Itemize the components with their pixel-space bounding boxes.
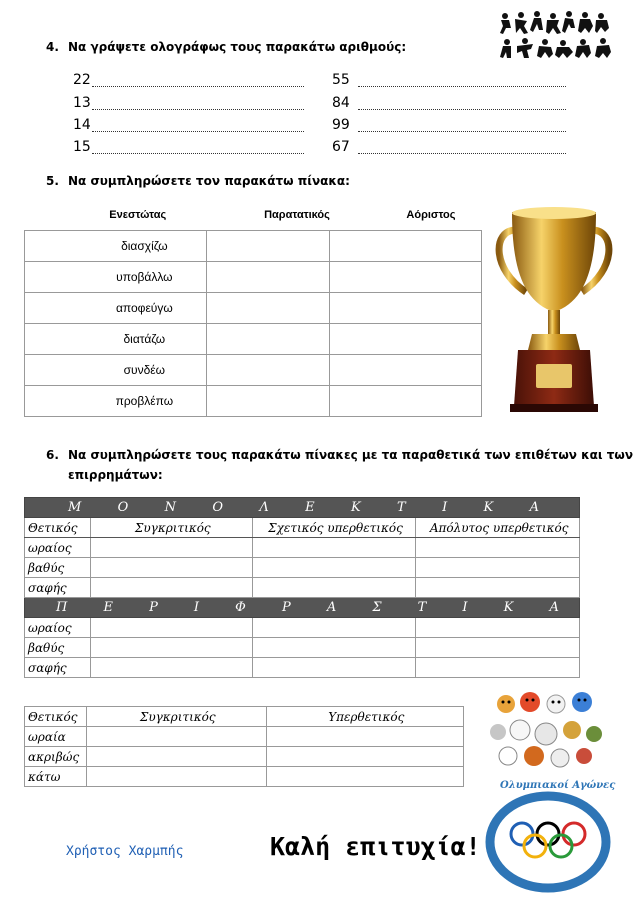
band-letter: Ι bbox=[442, 500, 448, 515]
q4-title-text: Να γράψετε ολογράφως τους παρακάτω αριθμούς: bbox=[68, 40, 407, 54]
answer-cell[interactable] bbox=[252, 578, 416, 598]
q7-row bbox=[25, 727, 464, 747]
q5-title-text: Να συμπληρώσετε τον παρακάτω πίνακα: bbox=[68, 174, 350, 188]
number-row bbox=[73, 117, 91, 135]
word-cell: ακριβώς bbox=[25, 747, 87, 767]
answer-line[interactable] bbox=[358, 97, 566, 110]
answer-line[interactable] bbox=[92, 119, 304, 132]
answer-cell[interactable] bbox=[252, 658, 416, 678]
q7-header-row bbox=[25, 707, 464, 727]
band-letter: Ι bbox=[193, 600, 200, 615]
aorist-cell[interactable] bbox=[330, 386, 482, 417]
number-row bbox=[73, 72, 91, 90]
q5-row bbox=[25, 231, 482, 262]
verb: προβλέπω bbox=[115, 394, 174, 408]
answer-line[interactable] bbox=[358, 119, 566, 132]
adjective-cell: ωραίος bbox=[25, 538, 91, 558]
band-letter: Ε bbox=[103, 600, 113, 615]
band-letter: Ρ bbox=[149, 600, 158, 615]
number-84: 84 bbox=[332, 95, 350, 111]
band-letters bbox=[28, 600, 579, 615]
answer-line[interactable] bbox=[92, 141, 304, 154]
answer-cell[interactable] bbox=[252, 618, 416, 638]
q6-header-row bbox=[25, 518, 580, 538]
answer-cell[interactable] bbox=[90, 538, 252, 558]
number-67: 67 bbox=[332, 139, 350, 155]
verb: διατάζω bbox=[123, 332, 166, 346]
adjective-cell: βαθύς bbox=[25, 638, 91, 658]
q7-row bbox=[25, 767, 464, 787]
band-letter: Α bbox=[326, 600, 337, 615]
band-letter: Κ bbox=[350, 500, 361, 515]
band-monolektika bbox=[25, 498, 580, 518]
band-letter: Φ bbox=[235, 600, 246, 615]
header-imperfect: Παρατατικός bbox=[264, 209, 330, 221]
answer-cell[interactable] bbox=[90, 618, 252, 638]
answer-cell[interactable] bbox=[90, 558, 252, 578]
q5-table bbox=[24, 200, 482, 417]
word-cell: ωραία bbox=[25, 727, 87, 747]
answer-cell[interactable] bbox=[86, 747, 266, 767]
answer-cell[interactable] bbox=[266, 767, 463, 787]
q5-title bbox=[46, 174, 350, 188]
answer-line[interactable] bbox=[92, 97, 304, 110]
band-letter: Ο bbox=[212, 500, 224, 515]
verb: υποβάλλω bbox=[116, 270, 173, 284]
imperfect-cell[interactable] bbox=[206, 355, 330, 386]
band-letter: Λ bbox=[259, 500, 269, 515]
q6-row bbox=[25, 618, 580, 638]
answer-cell[interactable] bbox=[416, 618, 580, 638]
imperfect-cell[interactable] bbox=[206, 231, 330, 262]
number-row bbox=[332, 95, 350, 113]
band-letter: Κ bbox=[503, 600, 514, 615]
verb: συνδέω bbox=[123, 363, 166, 377]
author-name: Χρήστος Χαρμπής bbox=[66, 844, 184, 859]
header-positive: Θετικός bbox=[25, 518, 91, 538]
band-letters bbox=[28, 500, 579, 515]
band-letter: Ι bbox=[462, 600, 468, 615]
olympic-caption: Ολυμπιακοί Αγώνες bbox=[500, 780, 616, 791]
q5-number: 5. bbox=[46, 174, 59, 188]
band-letter: Μ bbox=[68, 500, 82, 515]
answer-cell[interactable] bbox=[90, 578, 252, 598]
band-letter: Ε bbox=[305, 500, 315, 515]
band-cell bbox=[25, 598, 580, 618]
adjective-cell: σαφής bbox=[25, 578, 91, 598]
q5-row bbox=[25, 324, 482, 355]
answer-cell[interactable] bbox=[266, 747, 463, 767]
band-letter: Τ bbox=[397, 500, 406, 515]
aorist-cell[interactable] bbox=[330, 355, 482, 386]
band-perifrastika bbox=[25, 598, 580, 618]
word-cell: κάτω bbox=[25, 767, 87, 787]
answer-cell[interactable] bbox=[252, 538, 416, 558]
imperfect-cell[interactable] bbox=[206, 324, 330, 355]
verb: αποφεύγω bbox=[115, 301, 173, 315]
aorist-cell[interactable] bbox=[330, 262, 482, 293]
number-55: 55 bbox=[332, 72, 350, 88]
header-relative-superlative: Σχετικός υπερθετικός bbox=[252, 518, 416, 538]
number-22: 22 bbox=[73, 72, 91, 88]
verb: διασχίζω bbox=[121, 239, 168, 253]
q5-header-row bbox=[25, 200, 482, 231]
answer-line[interactable] bbox=[358, 74, 566, 87]
answer-cell[interactable] bbox=[86, 767, 266, 787]
number-row bbox=[332, 117, 350, 135]
q6-row bbox=[25, 578, 580, 598]
trophy-illustration bbox=[488, 200, 620, 416]
q6-number: 6. bbox=[46, 448, 59, 462]
q6-row bbox=[25, 538, 580, 558]
q5-row bbox=[25, 262, 482, 293]
q6-title-line1: Να συμπληρώσετε τους παρακάτω πίνακες με τα παραθετικά των επιθέτων και των bbox=[68, 448, 633, 462]
number-row bbox=[73, 139, 91, 157]
verb-cell bbox=[25, 231, 207, 262]
header-aorist: Αόριστος bbox=[406, 209, 456, 221]
header-comparative: Συγκριτικός bbox=[86, 707, 266, 727]
band-letter: Σ bbox=[372, 600, 382, 615]
header-superlative: Υπερθετικός bbox=[266, 707, 463, 727]
sports-balls-illustration bbox=[484, 690, 610, 770]
answer-cell[interactable] bbox=[416, 658, 580, 678]
verb-cell bbox=[25, 293, 207, 324]
q6-row bbox=[25, 638, 580, 658]
answer-cell[interactable] bbox=[416, 538, 580, 558]
header-absolute-superlative: Απόλυτος υπερθετικός bbox=[416, 518, 580, 538]
aorist-cell[interactable] bbox=[330, 231, 482, 262]
answer-cell[interactable] bbox=[90, 638, 252, 658]
band-letter: Π bbox=[56, 600, 68, 615]
answer-line[interactable] bbox=[92, 74, 304, 87]
answer-cell[interactable] bbox=[252, 558, 416, 578]
band-letter: Ο bbox=[117, 500, 129, 515]
adjective-cell: σαφής bbox=[25, 658, 91, 678]
number-14: 14 bbox=[73, 117, 91, 133]
answer-cell[interactable] bbox=[86, 727, 266, 747]
band-letter: Ρ bbox=[281, 600, 291, 615]
q5-row bbox=[25, 355, 482, 386]
imperfect-cell[interactable] bbox=[206, 386, 330, 417]
number-13: 13 bbox=[73, 95, 91, 111]
adjective-cell: βαθύς bbox=[25, 558, 91, 578]
header-comparative: Συγκριτικός bbox=[90, 518, 252, 538]
answer-cell[interactable] bbox=[416, 558, 580, 578]
answer-cell[interactable] bbox=[252, 638, 416, 658]
number-row bbox=[332, 139, 350, 157]
q6-title bbox=[46, 448, 633, 462]
athletes-illustration bbox=[497, 8, 617, 60]
header-present: Ενεστώτας bbox=[109, 209, 167, 221]
verb-cell bbox=[25, 386, 207, 417]
answer-cell[interactable] bbox=[90, 658, 252, 678]
band-letter: Τ bbox=[417, 600, 427, 615]
q6-title-line2: επιρρημάτων: bbox=[68, 468, 163, 482]
olympic-rings-emblem bbox=[484, 790, 612, 894]
aorist-cell[interactable] bbox=[330, 293, 482, 324]
number-row bbox=[332, 72, 350, 90]
q6-table bbox=[24, 497, 580, 678]
q5-row bbox=[25, 293, 482, 324]
q7-table bbox=[24, 706, 464, 787]
band-letter: Κ bbox=[483, 500, 494, 515]
verb-cell bbox=[25, 324, 207, 355]
answer-cell[interactable] bbox=[266, 727, 463, 747]
answer-cell[interactable] bbox=[416, 638, 580, 658]
number-row bbox=[73, 95, 91, 113]
aorist-cell[interactable] bbox=[330, 324, 482, 355]
q6-row bbox=[25, 658, 580, 678]
q6-row bbox=[25, 558, 580, 578]
verb-cell bbox=[25, 355, 207, 386]
imperfect-cell[interactable] bbox=[206, 262, 330, 293]
q4-number: 4. bbox=[46, 40, 59, 54]
good-luck-text: Καλή επιτυχία! bbox=[270, 832, 481, 861]
band-letter: Α bbox=[529, 500, 539, 515]
q4-title bbox=[46, 40, 406, 54]
answer-line[interactable] bbox=[358, 141, 566, 154]
band-letter: Α bbox=[549, 600, 559, 615]
verb-cell bbox=[25, 262, 207, 293]
q7-row bbox=[25, 747, 464, 767]
q5-row bbox=[25, 386, 482, 417]
number-99: 99 bbox=[332, 117, 350, 133]
imperfect-cell[interactable] bbox=[206, 293, 330, 324]
band-cell bbox=[25, 498, 580, 518]
band-letter: Ν bbox=[164, 500, 177, 515]
adjective-cell: ωραίος bbox=[25, 618, 91, 638]
number-15: 15 bbox=[73, 139, 91, 155]
answer-cell[interactable] bbox=[416, 578, 580, 598]
header-positive: Θετικός bbox=[25, 707, 87, 727]
